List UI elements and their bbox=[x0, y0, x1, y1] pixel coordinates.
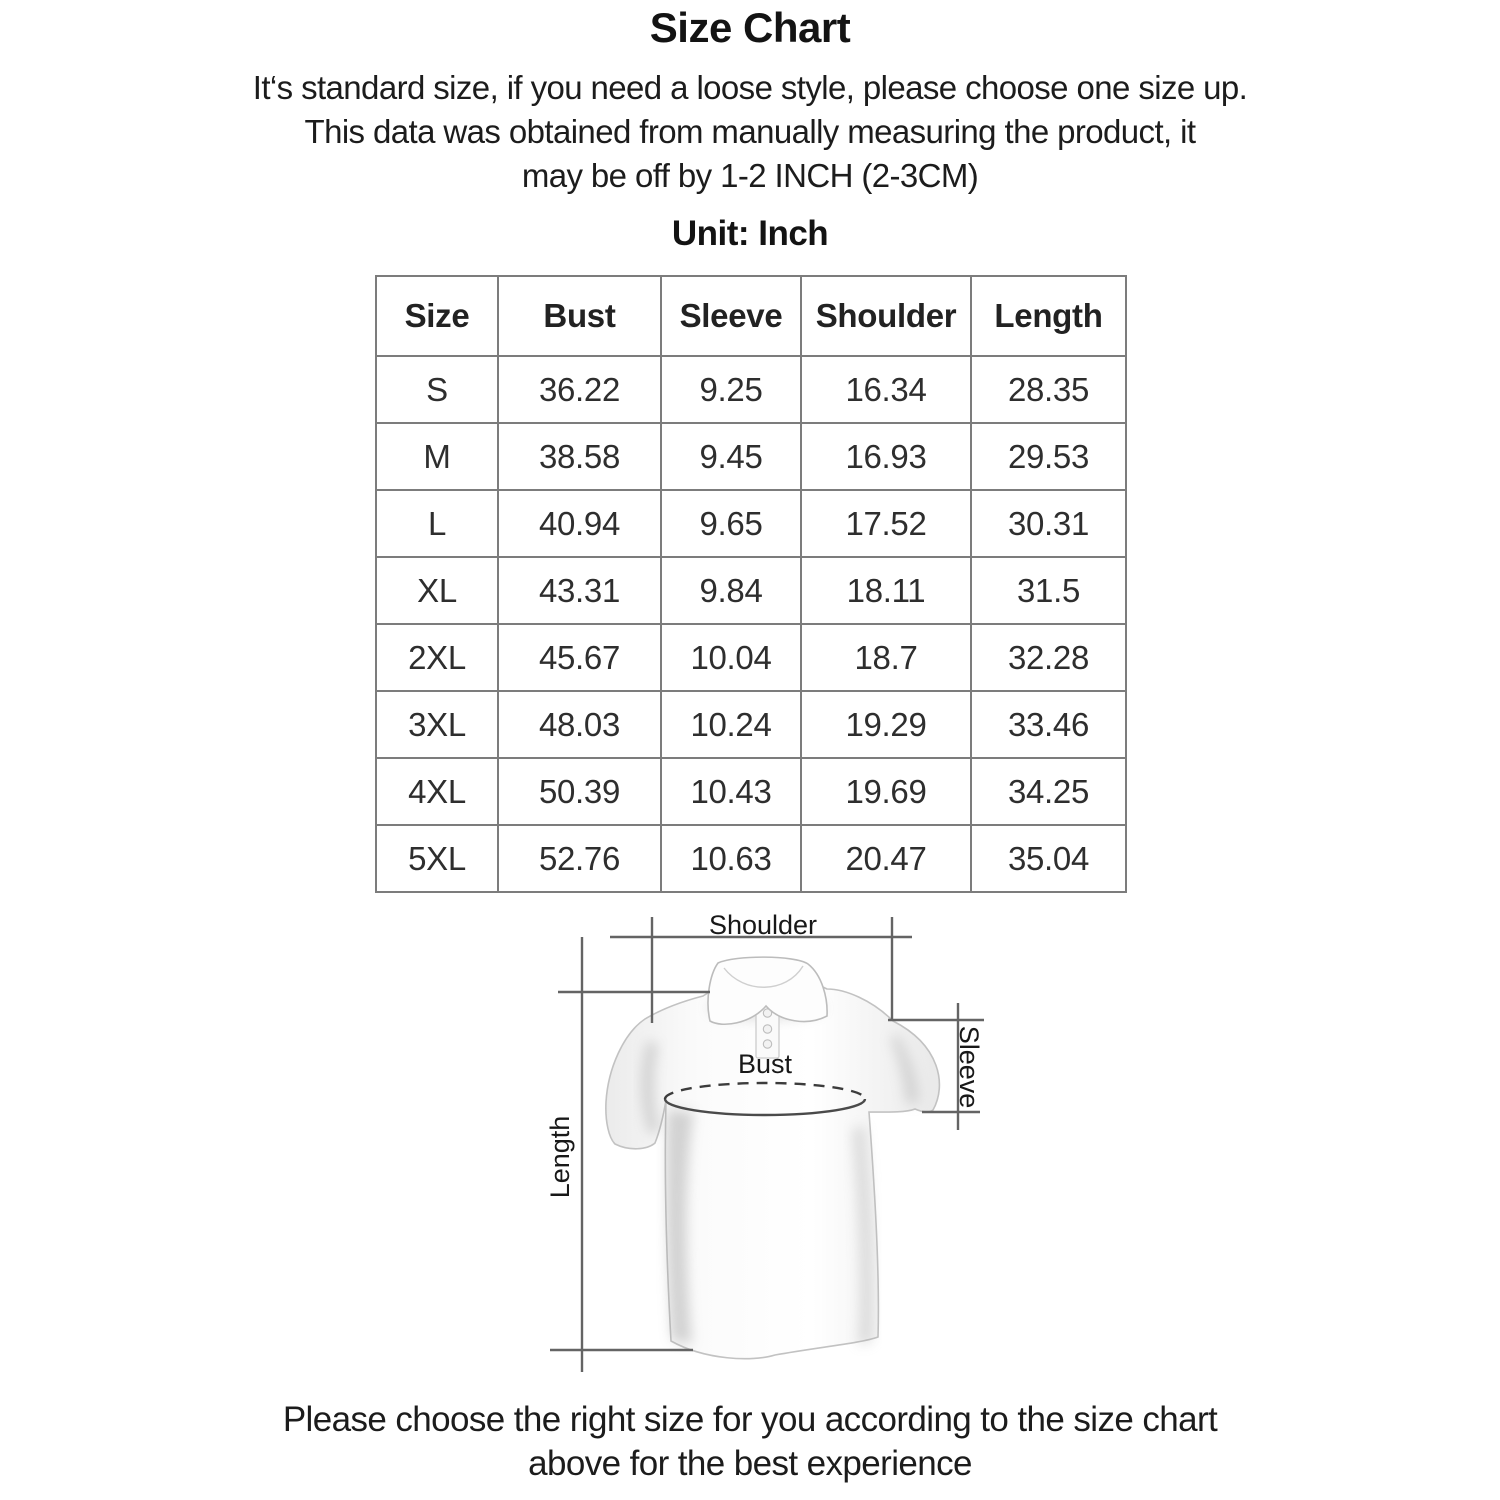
size-note-line-3: may be off by 1-2 INCH (2-3CM) bbox=[521, 157, 979, 194]
table-cell: 10.24 bbox=[661, 691, 801, 758]
col-header-size: Size bbox=[376, 276, 498, 356]
table-cell: 18.11 bbox=[801, 557, 971, 624]
table-cell: 2XL bbox=[376, 624, 498, 691]
table-cell: 9.65 bbox=[661, 490, 801, 557]
table-cell: 29.53 bbox=[971, 423, 1126, 490]
table-cell: 16.34 bbox=[801, 356, 971, 423]
footer-note bbox=[0, 1398, 1500, 1486]
col-header-bust: Bust bbox=[498, 276, 661, 356]
footer-note-line-2: above for the best experience bbox=[528, 1444, 972, 1483]
length-label: Length bbox=[545, 1115, 575, 1199]
table-cell: XL bbox=[376, 557, 498, 624]
measurement-diagram bbox=[540, 895, 1010, 1390]
table-cell: 20.47 bbox=[801, 825, 971, 892]
size-note-line-1: It‘s standard size, if you need a loose style, please choose one size up. bbox=[252, 69, 1248, 106]
table-row bbox=[376, 758, 1126, 825]
table-cell: 10.63 bbox=[661, 825, 801, 892]
table-cell: 9.84 bbox=[661, 557, 801, 624]
table-cell: 45.67 bbox=[498, 624, 661, 691]
table-cell: 3XL bbox=[376, 691, 498, 758]
table-row bbox=[376, 557, 1126, 624]
size-table-header-row bbox=[376, 276, 1126, 356]
button bbox=[763, 1040, 771, 1048]
table-cell: 9.45 bbox=[661, 423, 801, 490]
table-cell: 35.04 bbox=[971, 825, 1126, 892]
table-cell: L bbox=[376, 490, 498, 557]
table-cell: 19.69 bbox=[801, 758, 971, 825]
table-cell: 19.29 bbox=[801, 691, 971, 758]
size-table bbox=[375, 275, 1127, 893]
table-cell: 33.46 bbox=[971, 691, 1126, 758]
table-cell: 31.5 bbox=[971, 557, 1126, 624]
table-cell: 28.35 bbox=[971, 356, 1126, 423]
table-cell: 16.93 bbox=[801, 423, 971, 490]
size-note-line-2: This data was obtained from manually measuring the product, it bbox=[304, 113, 1196, 150]
table-cell: 36.22 bbox=[498, 356, 661, 423]
table-row bbox=[376, 691, 1126, 758]
table-cell: 32.28 bbox=[971, 624, 1126, 691]
table-cell: 17.52 bbox=[801, 490, 971, 557]
table-cell: 38.58 bbox=[498, 423, 661, 490]
table-cell: 50.39 bbox=[498, 758, 661, 825]
shoulder-label: Shoulder bbox=[708, 910, 818, 940]
table-cell: 10.04 bbox=[661, 624, 801, 691]
footer-note-line-1: Please choose the right size for you according to the size chart bbox=[282, 1400, 1218, 1439]
table-cell: 4XL bbox=[376, 758, 498, 825]
sleeve-label: Sleeve bbox=[954, 1025, 984, 1109]
col-header-sleeve: Sleeve bbox=[661, 276, 801, 356]
table-cell: 40.94 bbox=[498, 490, 661, 557]
table-cell: M bbox=[376, 423, 498, 490]
table-cell: 43.31 bbox=[498, 557, 661, 624]
col-header-length: Length bbox=[971, 276, 1126, 356]
col-header-shoulder: Shoulder bbox=[801, 276, 971, 356]
table-cell: 5XL bbox=[376, 825, 498, 892]
bust-label: Bust bbox=[737, 1049, 793, 1079]
table-cell: S bbox=[376, 356, 498, 423]
table-cell: 30.31 bbox=[971, 490, 1126, 557]
table-cell: 9.25 bbox=[661, 356, 801, 423]
page-title: Size Chart bbox=[649, 4, 851, 51]
table-cell: 18.7 bbox=[801, 624, 971, 691]
table-cell: 34.25 bbox=[971, 758, 1126, 825]
unit-label: Unit: Inch bbox=[671, 214, 829, 253]
table-row bbox=[376, 490, 1126, 557]
table-row bbox=[376, 423, 1126, 490]
button bbox=[763, 1025, 771, 1033]
table-row bbox=[376, 624, 1126, 691]
table-row bbox=[376, 825, 1126, 892]
polo-shirt-illustration bbox=[606, 957, 940, 1359]
size-note bbox=[0, 66, 1500, 198]
table-cell: 52.76 bbox=[498, 825, 661, 892]
table-cell: 48.03 bbox=[498, 691, 661, 758]
table-row bbox=[376, 356, 1126, 423]
table-cell: 10.43 bbox=[661, 758, 801, 825]
